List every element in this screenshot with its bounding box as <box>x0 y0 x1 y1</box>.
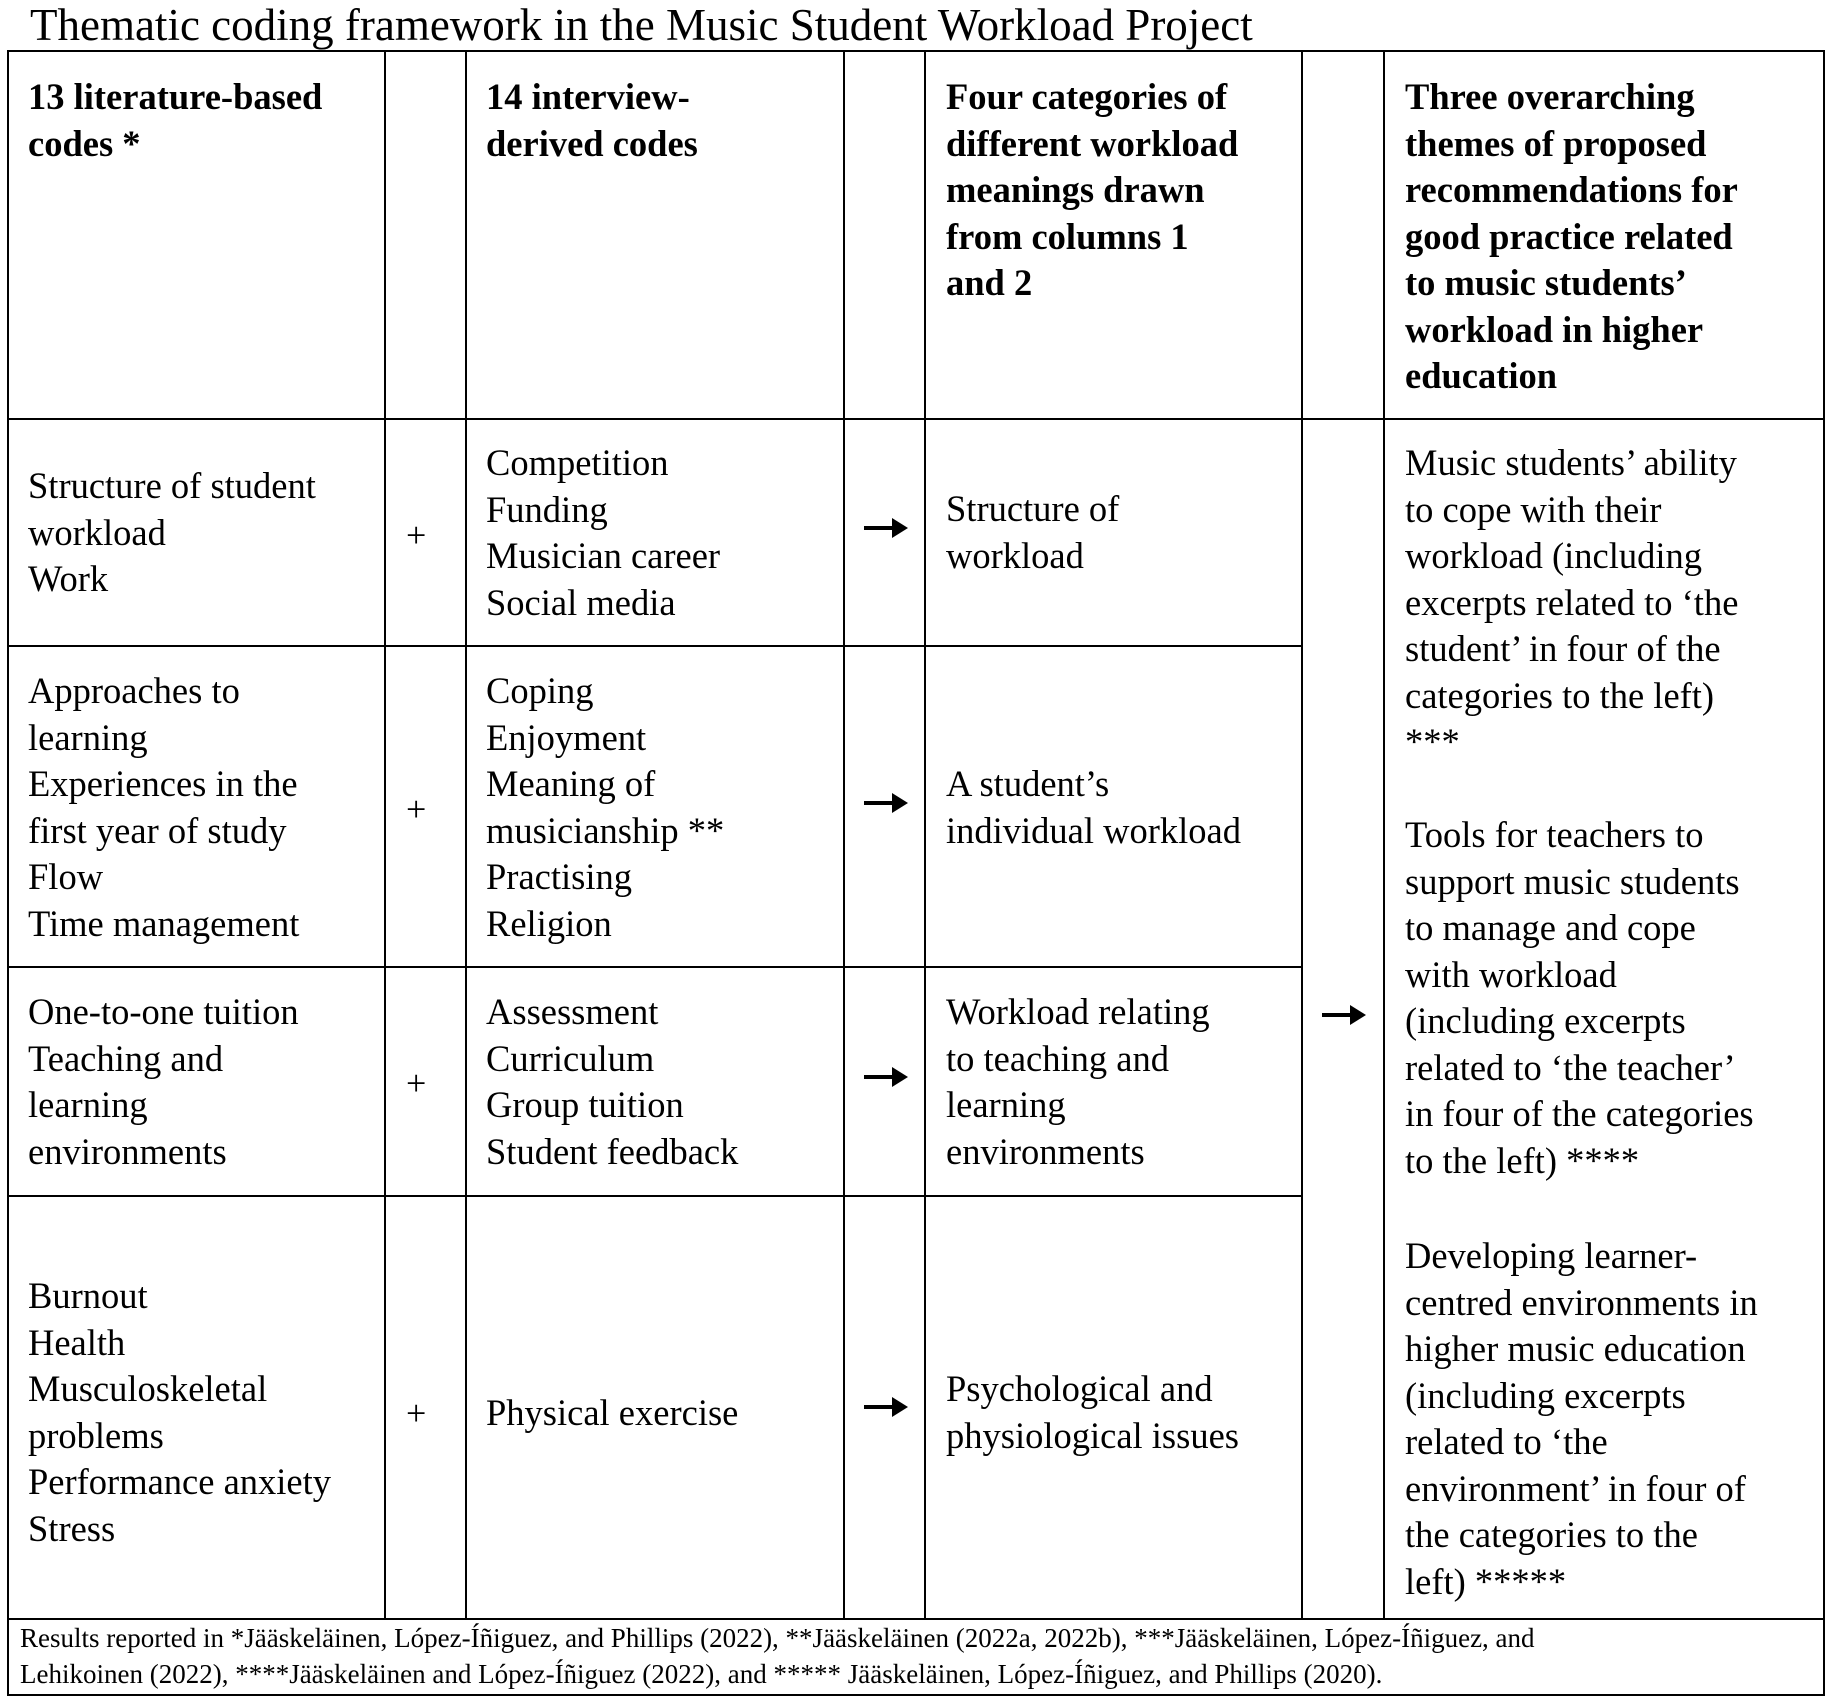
grid-line-v3 <box>843 50 845 1620</box>
row2-interview-codes: Coping Enjoyment Meaning of musicianship ** Practising Religion <box>486 670 725 944</box>
table-title: Thematic coding framework in the Music Student Workload Project <box>30 0 1253 50</box>
row4-arrow-icon <box>862 1392 910 1422</box>
grid-line-v6 <box>1383 50 1385 1620</box>
row3-literature-codes: One-to-one tuition Teaching and learning environments <box>28 991 299 1172</box>
row3-workload-category: Workload relating to teaching and learning environments <box>946 991 1210 1172</box>
row-divider-2 <box>7 966 1302 968</box>
row3-interview-codes: Assessment Curriculum Group tuition Student feedback <box>486 991 739 1172</box>
grid-line-v2 <box>465 50 467 1620</box>
header-workload-categories: Four categories of different workload meanings drawn from columns 1 and 2 <box>946 76 1239 303</box>
grid-line-v4 <box>924 50 926 1620</box>
grid-line-v1 <box>384 50 386 1620</box>
header-divider <box>7 418 1825 420</box>
header-overarching-themes: Three overarching themes of proposed recommendations for good practice related to music students’ workload in higher education <box>1405 76 1738 396</box>
table-footnote: Results reported in *Jääskeläinen, López-Íñiguez, and Phillips (2022), **Jääskeläinen (2022a, 2022b), ***Jääskeläinen, López-Íñiguez, and Lehikoinen (2022), ****Jääskeläinen and López-Íñiguez (2022), and ***** Jääskeläinen, López-Íñiguez, and Phillips (2020). <box>20 1623 1535 1689</box>
row2-workload-category: A student’s individual workload <box>946 763 1241 851</box>
themes-arrow-icon <box>1320 1000 1368 1030</box>
row3-arrow-icon <box>862 1062 910 1092</box>
row1-arrow-icon <box>862 513 910 543</box>
theme-student-coping: Music students’ ability to cope with their workload (including excerpts related to ‘the student’ in four of the categories to the left) *** <box>1405 442 1739 762</box>
row2-plus-sign: + <box>406 789 427 829</box>
row4-literature-codes: Burnout Health Musculoskeletal problems Performance anxiety Stress <box>28 1275 332 1549</box>
row2-literature-codes: Approaches to learning Experiences in the first year of study Flow Time management <box>28 670 300 944</box>
row1-plus-sign: + <box>406 515 427 555</box>
grid-line-v5 <box>1301 50 1303 1620</box>
theme-teacher-tools: Tools for teachers to support music students to manage and cope with workload (including excerpts related to ‘the teacher’ in four of the categories to the left) **** <box>1405 814 1754 1181</box>
row4-plus-sign: + <box>406 1393 427 1433</box>
row1-interview-codes: Competition Funding Musician career Social media <box>486 442 721 623</box>
row1-literature-codes: Structure of student workload Work <box>28 465 316 599</box>
row-divider-3 <box>7 1195 1302 1197</box>
row4-interview-codes: Physical exercise <box>486 1392 739 1433</box>
row3-plus-sign: + <box>406 1063 427 1103</box>
theme-learner-centred-environments: Developing learner- centred environments in higher music education (including excerpts related to ‘the environment’ in four of the categories to the left) ***** <box>1405 1235 1758 1602</box>
row-divider-1 <box>7 645 1302 647</box>
row2-arrow-icon <box>862 788 910 818</box>
row1-workload-category: Structure of workload <box>946 488 1120 576</box>
row4-workload-category: Psychological and physiological issues <box>946 1368 1239 1456</box>
header-literature-codes: 13 literature-based codes * <box>28 76 323 164</box>
header-interview-codes: 14 interview- derived codes <box>486 76 698 164</box>
